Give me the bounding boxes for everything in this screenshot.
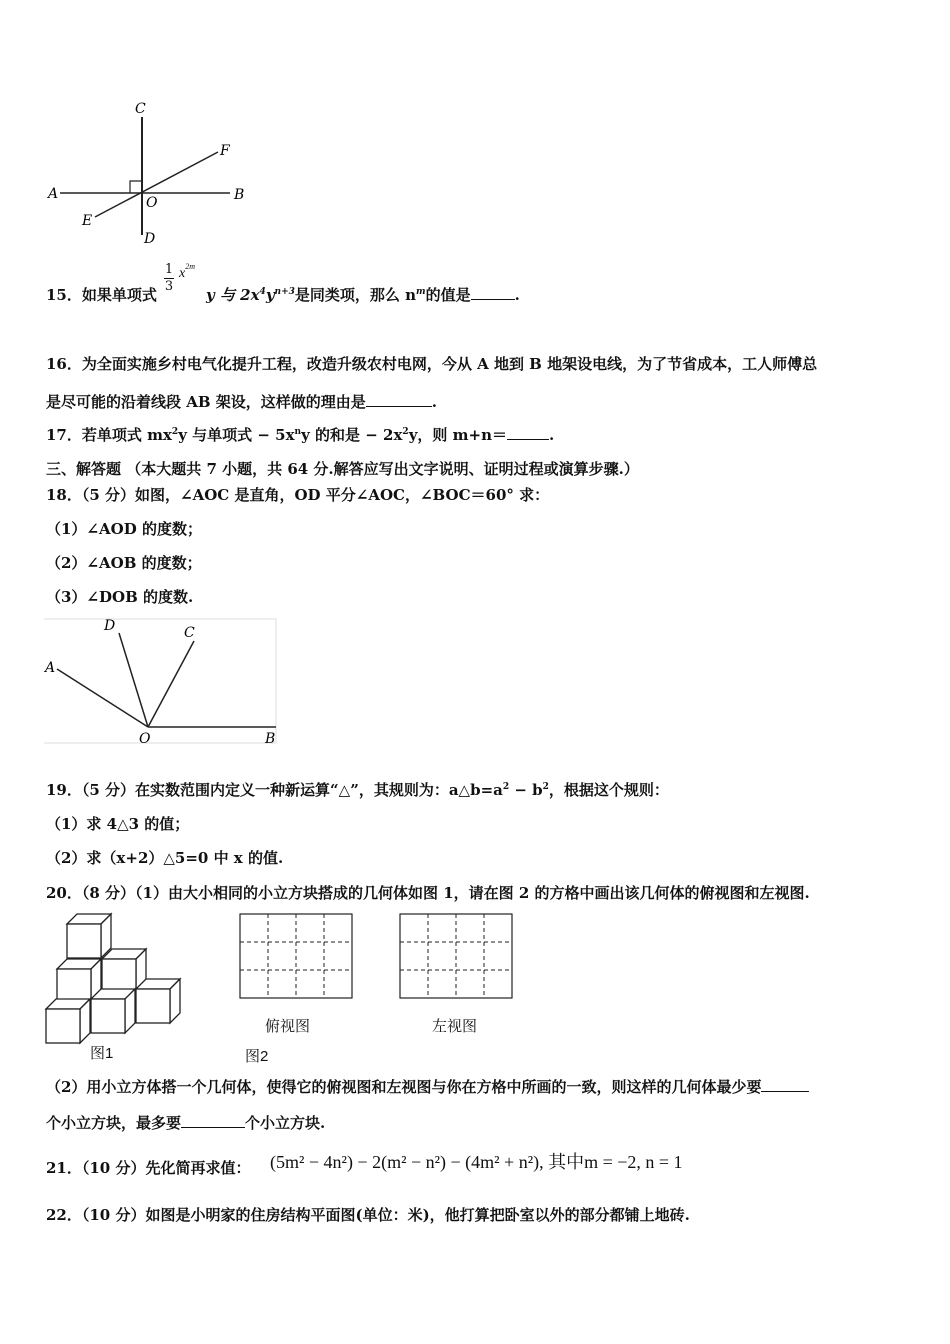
fraction-numerator: 1 [164, 262, 174, 277]
question-20-part2-line1: （2）用小立方体搭一个几何体，使得它的俯视图和左视图与你在方格中所画的一致，则这样的几何体最少要 [46, 1077, 809, 1097]
figure-angles [40, 615, 285, 750]
answer-blank-15[interactable] [471, 285, 515, 300]
question-21: 21．（10 分）先化简再求值： [46, 1159, 251, 1177]
label-d: D [104, 618, 116, 634]
label-a: A [48, 186, 59, 202]
label-c: C [184, 625, 195, 641]
fig2-caption: 图2 [245, 1048, 269, 1065]
question-20-part2-line2: 个小立方块，最多要 个小立方块. [46, 1114, 326, 1132]
grid-left-view[interactable] [398, 912, 516, 1002]
label-b: B [234, 187, 245, 203]
question-19: 19．（5 分）在实数范围内定义一种新运算“△”，其规则为：$a\triangle b=a^2 - b^2$，根据这个规则： [46, 781, 669, 799]
left-view-caption: 左视图 [432, 1018, 478, 1035]
answer-blank-16[interactable] [366, 392, 432, 407]
question-19-part2: （2）求（x+2）△5=0 中 x 的值. [46, 849, 284, 867]
question-18-part2: （2）∠AOB 的度数； [46, 554, 202, 572]
answer-blank-17[interactable] [507, 425, 549, 440]
label-e: E [82, 213, 93, 229]
question-15: 15．如果单项式 [46, 286, 157, 304]
q15-x-term [179, 262, 195, 282]
fig1-caption: 图1 [90, 1045, 114, 1062]
question-19-part1: （1）求 4△3 的值； [46, 815, 190, 833]
label-f: F [220, 143, 230, 159]
question-17: 17．若单项式 $mx^2y$ 与单项式 − $5x^ny$ 的和是 − $2x^2y$，则 m+n＝ . [46, 426, 555, 444]
grid-top-view[interactable] [238, 912, 356, 1002]
label-c: C [135, 101, 146, 117]
top-view-caption: 俯视图 [265, 1018, 311, 1035]
q21-formula: (5m² − 4n²) − 2(m² − n²) − (4m² + n²), 其中m = −2, n = 1 [270, 1152, 683, 1172]
question-15-rest: y 与 $2x^4y^{n+3}$是同类项，那么 $n^m$的值是 . [206, 286, 520, 304]
question-22: 22．（10 分）如图是小明家的住房结构平面图(单位：米)，他打算把卧室以外的部分都铺上地砖. [46, 1206, 690, 1224]
figure-intersecting-lines [40, 95, 270, 255]
label-b: B [265, 731, 276, 747]
label-d: D [144, 231, 156, 247]
question-16-line2: 是尽可能的沿着线段 AB 架设，这样做的理由是 . [46, 393, 437, 411]
x-variable: x [179, 266, 186, 281]
figure-cube-stack [40, 910, 190, 1045]
answer-blank-20b[interactable] [181, 1113, 245, 1128]
question-18: 18．（5 分）如图，∠AOC 是直角，OD 平分∠AOC，∠BOC＝60° 求： [46, 486, 550, 504]
question-20: 20．（8 分）（1）由大小相同的小立方块搭成的几何体如图 1，请在图 2 的方格中画出该几何体的俯视图和左视图. [46, 884, 810, 902]
label-o: O [146, 195, 158, 211]
label-o: O [139, 731, 151, 747]
section-3-heading: 三、解答题 （本大题共 7 小题，共 64 分.解答应写出文字说明、证明过程或演算步骤.） [46, 460, 639, 478]
question-16-line1: 16．为全面实施乡村电气化提升工程，改造升级农村电网，今从 A 地到 B 地架设电线，为了节省成本，工人师傅总 [46, 355, 818, 373]
answer-blank-20a[interactable] [761, 1077, 809, 1092]
question-18-part1: （1）∠AOD 的度数； [46, 520, 202, 538]
q15-fraction [164, 262, 174, 295]
x-exponent: 2m [185, 262, 195, 271]
question-18-part3: （3）∠DOB 的度数. [46, 588, 194, 606]
fraction-denominator: 3 [164, 279, 174, 294]
label-a: A [45, 660, 56, 676]
